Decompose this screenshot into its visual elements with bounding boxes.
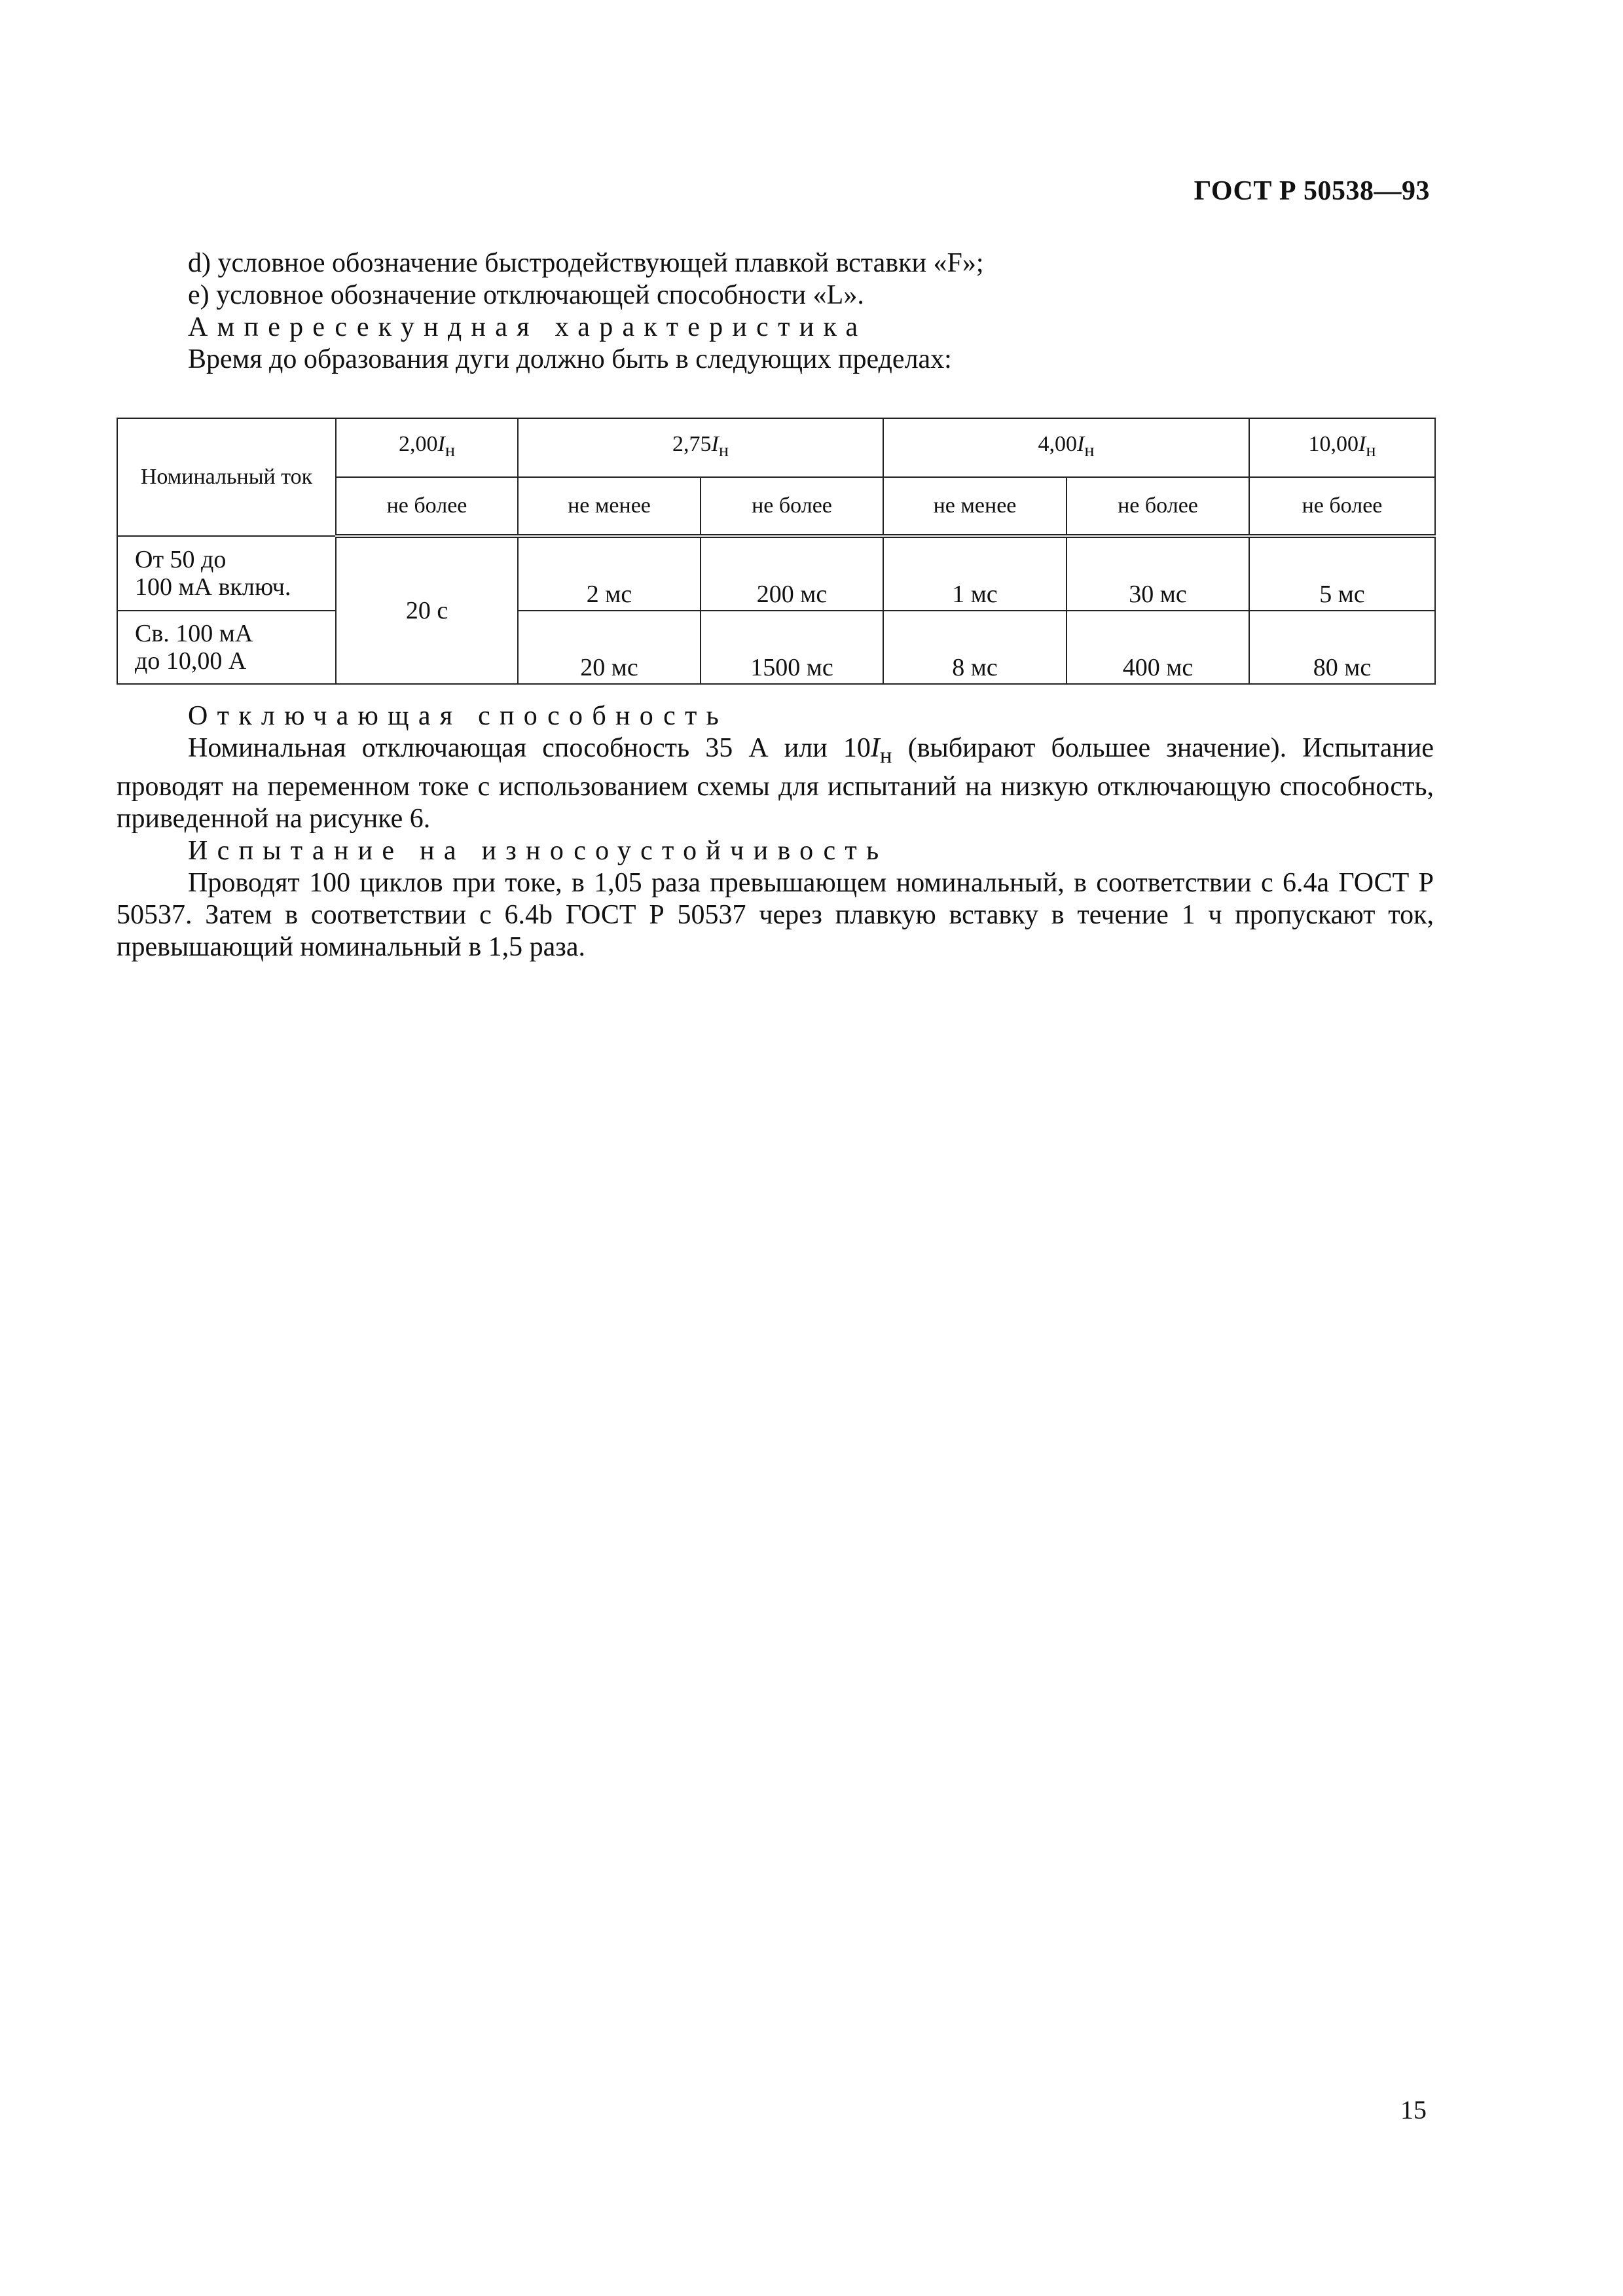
subheader-cell: не более xyxy=(336,477,518,536)
item-d: d) условное обозначение быстродействующей плавкой вставки «F»; xyxy=(188,248,984,278)
table-row xyxy=(117,611,1435,684)
table-cell: 1500 мс xyxy=(701,611,883,684)
merged-value-cell: 20 с xyxy=(336,536,518,684)
table-cell: 20 мс xyxy=(518,611,701,684)
row-header-cell: Номинальный ток xyxy=(117,418,336,536)
table-cell: 5 мс xyxy=(1249,536,1435,611)
section-title-endurance: Испытание на износоустойчивость xyxy=(188,836,888,867)
prearcing-time-table xyxy=(117,418,1436,685)
item-e: e) условное обозначение отключающей способности «L». xyxy=(188,280,864,310)
table-cell: 200 мс xyxy=(701,536,883,611)
subheader-cell: не менее xyxy=(518,477,701,536)
table-cell: 400 мс xyxy=(1067,611,1249,684)
page-number: 15 xyxy=(1400,2095,1427,2125)
breaking-paragraph: Номинальная отключающая способность 35 А или $10I_н$ (выбирают большее значение). Испытание проводят на переменном токе с использованием схемы для испытаний на низкую отключающую способность, приведенной на рисунке 6. xyxy=(117,733,1434,834)
table-cell: 8 мс xyxy=(883,611,1067,684)
row-label: От 50 до 100 мА включ. xyxy=(117,536,336,611)
subheader-cell: не более xyxy=(701,477,883,536)
section-title-breaking: Отключающая способность xyxy=(188,701,729,731)
table-row xyxy=(117,536,1435,611)
table-cell: 30 мс xyxy=(1067,536,1249,611)
table-header-row xyxy=(117,418,1435,477)
intro-block xyxy=(117,247,1434,376)
row-label: Св. 100 мА до 10,00 А xyxy=(117,611,336,684)
lead-sentence: Время до образования дуги должно быть в следующих пределах: xyxy=(188,344,952,374)
breaking-and-endurance-block xyxy=(117,700,1434,963)
section-title-ampere-second: Ампересекундная характеристика xyxy=(188,312,867,342)
standard-designation: ГОСТ Р 50538—93 xyxy=(1194,176,1430,206)
table-cell: 1 мс xyxy=(883,536,1067,611)
group-header-4-00: $4,00I_н$ xyxy=(883,418,1249,477)
table-cell: 80 мс xyxy=(1249,611,1435,684)
group-header-2-75: $2,75I_н$ xyxy=(518,418,883,477)
endurance-paragraph: Проводят 100 циклов при токе, в 1,05 раза превышающем номинальный, в соответствии с 6.4а ГОСТ Р 50537. Затем в соответствии с 6.4b ГОСТ Р 50537 через плавкую вставку в течение 1 ч пропускают ток, превышающий номинальный в 1,5 раза. xyxy=(117,868,1434,963)
subheader-cell: не более xyxy=(1249,477,1435,536)
table-cell: 2 мс xyxy=(518,536,701,611)
subheader-cell: не более xyxy=(1067,477,1249,536)
group-header-10-00: $10,00I_н$ xyxy=(1249,418,1435,477)
group-header-2-00: $2,00I_н$ xyxy=(336,418,518,477)
subheader-cell: не менее xyxy=(883,477,1067,536)
